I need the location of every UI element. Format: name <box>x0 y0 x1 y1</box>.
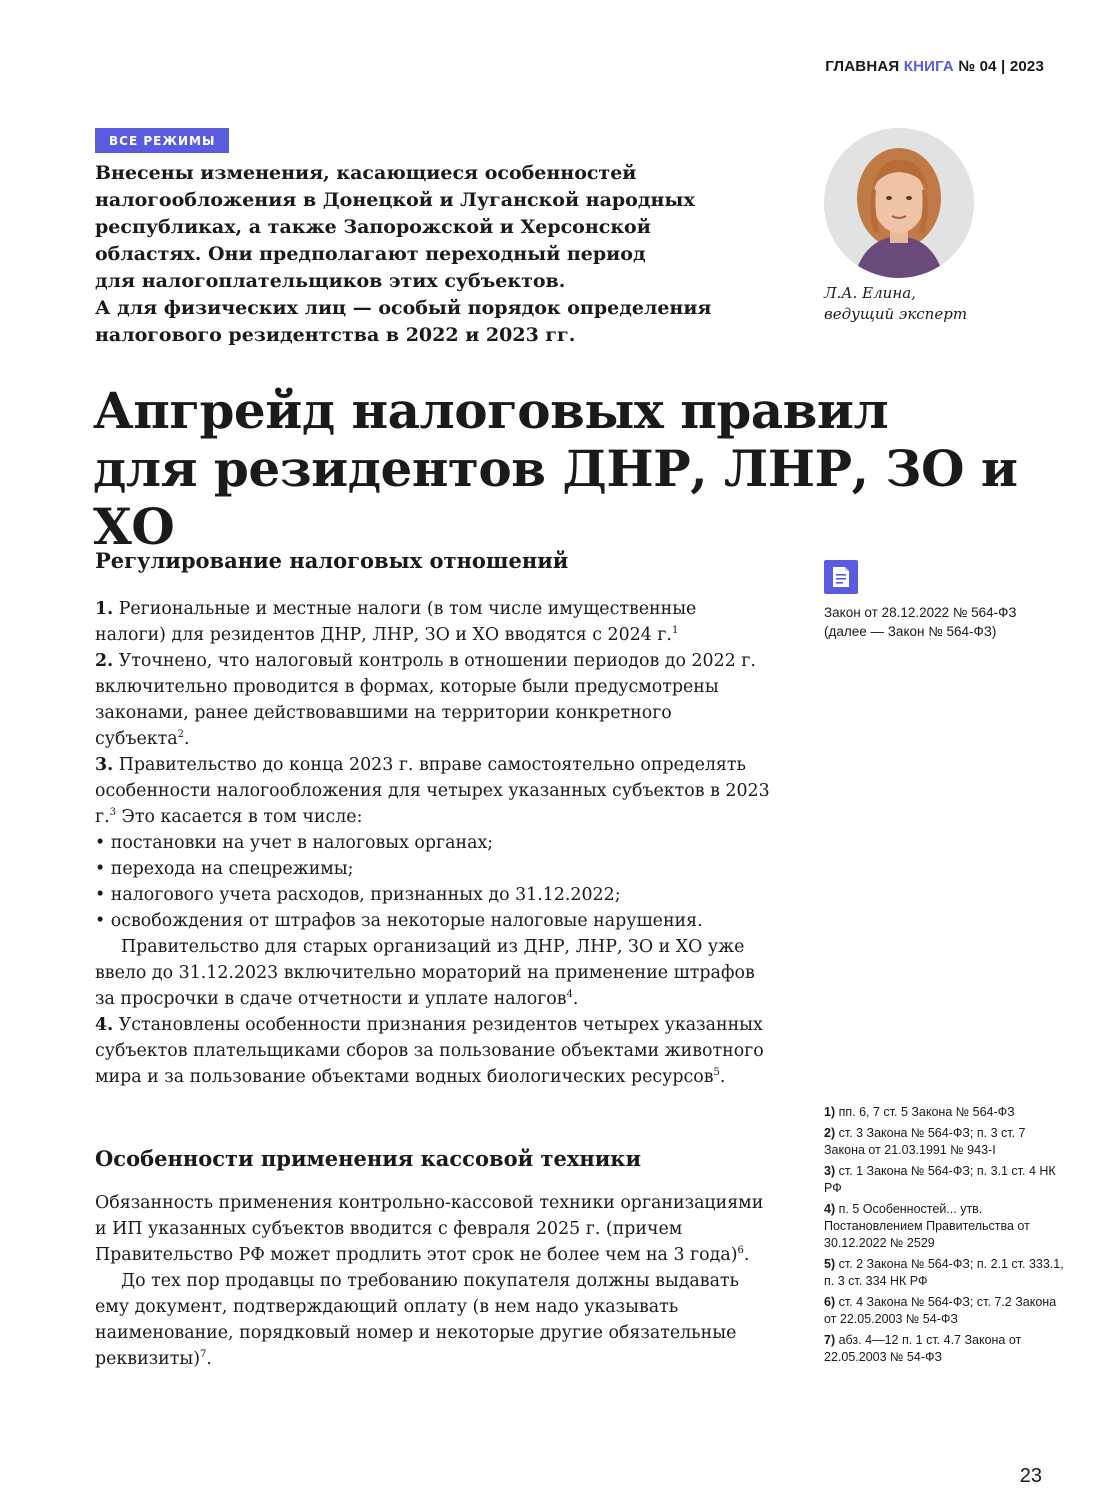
footnote-text: ст. 4 Закона № 564-ФЗ; ст. 7.2 Закона от 22.05.2003 № 54-ФЗ <box>824 1295 1057 1326</box>
footnotes-list <box>824 1104 1069 1370</box>
footnote-text: ст. 3 Закона № 564-ФЗ; п. 3 ст. 7 Закона от 21.03.1991 № 943-I <box>824 1126 1026 1157</box>
author-role: ведущий эксперт <box>824 305 968 323</box>
lead-line: Внесены изменения, касающиеся особенностей <box>95 162 637 184</box>
law-note-line: (далее — Закон № 564-ФЗ) <box>824 624 997 639</box>
paragraph-end: . <box>719 1067 726 1087</box>
footnote <box>824 1163 1069 1197</box>
footnote <box>824 1125 1069 1159</box>
magazine-header <box>825 58 1044 75</box>
section-heading-regulation: Регулирование налоговых отношений <box>95 548 569 573</box>
footnote-text: п. 5 Особенностей... утв. Постановлением Правительства от 30.12.2022 № 2529 <box>824 1202 1030 1250</box>
footnote-ref[interactable]: 3 <box>109 807 117 819</box>
paragraph-4 <box>95 1012 771 1090</box>
lead-line: областях. Они предполагают переходный период <box>95 243 646 265</box>
paragraph-end: . <box>184 729 190 749</box>
article-title <box>93 382 1053 556</box>
rubric-badge: ВСЕ РЕЖИМЫ <box>95 128 229 153</box>
footnote-ref[interactable]: 5 <box>713 1067 720 1079</box>
footnote-text: ст. 2 Закона № 564-ФЗ; п. 2.1 ст. 333.1, п. 3 ст. 334 НК РФ <box>824 1257 1064 1288</box>
title-line: Апгрейд налоговых правил <box>93 381 889 440</box>
author-photo <box>824 128 974 278</box>
paragraph-number: 1. <box>95 599 114 619</box>
paragraph-end: . <box>206 1349 212 1369</box>
paragraph-text: Региональные и местные налоги (в том числе имущественные налоги) для резидентов ДНР, ЛНР, ЗО и ХО вводятся с 2024 г. <box>95 599 697 645</box>
footnote-number: 4) <box>824 1202 836 1216</box>
paragraph-text: Обязанность применения контрольно-кассовой техники организациями и ИП указанных субъектов вводится с февраля 2025 г. (причем Правительство РФ может продлить этот срок не более чем на 3 года) <box>95 1193 764 1265</box>
paragraph-text: Установлены особенности признания резидентов четырех указанных субъектов плательщиками сборов за пользование объектами животного мира и за пользование объектами водных биологических ресурсов <box>95 1015 764 1087</box>
footnote-number: 2) <box>824 1126 836 1140</box>
paragraph-cash-2 <box>95 1268 771 1372</box>
law-reference-note <box>824 603 1017 641</box>
author-portrait-icon <box>824 128 974 278</box>
footnote <box>824 1104 1069 1121</box>
author-name: Л.А. Елина, <box>824 284 916 302</box>
section-body-regulation <box>95 596 771 1090</box>
paragraph-number: 4. <box>95 1015 114 1035</box>
document-icon <box>824 560 858 594</box>
bullet-item: • перехода на спецрежимы; <box>95 859 354 879</box>
footnote <box>824 1332 1069 1366</box>
section-heading-cash-registers: Особенности применения кассовой техники <box>95 1146 642 1171</box>
paragraph-text: Правительство до конца 2023 г. вправе самостоятельно определять особенности налогообложения для четырех указанных субъектов в 2023 г. <box>95 755 770 827</box>
lead-line: налогообложения в Донецкой и Луганской народных <box>95 189 695 211</box>
footnote-ref[interactable]: 6 <box>737 1245 744 1257</box>
paragraph-1 <box>95 596 771 648</box>
lead-line: для налогоплательщиков этих субъектов. <box>95 270 566 292</box>
footnote-text: абз. 4—12 п. 1 ст. 4.7 Закона от 22.05.2003 № 54-ФЗ <box>824 1333 1022 1364</box>
paragraph-end: . <box>743 1245 750 1265</box>
issue-number: № 04 | 2023 <box>958 58 1044 75</box>
paragraph-text: Уточнено, что налоговый контроль в отношении периодов до 2022 г. включительно проводится в формах, которые были предусмотрены законами, ранее действовавшими на территории конкретного субъекта <box>95 651 756 749</box>
bullet-item: • постановки на учет в налоговых органах; <box>95 833 494 853</box>
author-caption <box>824 283 967 325</box>
title-line: для резидентов ДНР, ЛНР, ЗО и ХО <box>93 439 1018 556</box>
bullet-item: • налогового учета расходов, признанных до 31.12.2022; <box>95 885 621 905</box>
footnote <box>824 1256 1069 1290</box>
paragraph-end: Это касается в том числе: <box>116 807 363 827</box>
section-body-cash-registers <box>95 1190 771 1372</box>
magazine-name-accent: КНИГА <box>903 58 954 75</box>
paragraph-government <box>95 934 771 1012</box>
footnote <box>824 1201 1069 1252</box>
footnote-number: 1) <box>824 1105 836 1119</box>
paragraph-number: 2. <box>95 651 114 671</box>
footnote-ref[interactable]: 1 <box>671 625 679 637</box>
footnote-number: 3) <box>824 1164 836 1178</box>
footnote-ref[interactable]: 4 <box>566 989 573 1001</box>
lead-line: республиках, а также Запорожской и Херсонской <box>95 216 651 238</box>
bullet-item: • освобождения от штрафов за некоторые налоговые нарушения. <box>95 911 703 931</box>
footnote-text: ст. 1 Закона № 564-ФЗ; п. 3.1 ст. 4 НК РФ <box>824 1164 1056 1195</box>
law-note-line: Закон от 28.12.2022 № 564-ФЗ <box>824 605 1017 620</box>
lead-line: налогового резидентства в 2022 и 2023 гг. <box>95 324 576 346</box>
paragraph-text: До тех пор продавцы по требованию покупателя должны выдавать ему документ, подтверждающий оплату (в нем надо указывать наименование, порядковый номер и некоторые другие обязательные реквизиты) <box>95 1271 740 1369</box>
footnote-text: пп. 6, 7 ст. 5 Закона № 564-ФЗ <box>835 1105 1015 1119</box>
paragraph-2 <box>95 648 771 752</box>
magazine-name: ГЛАВНАЯ <box>825 58 900 75</box>
paragraph-cash-1 <box>95 1190 771 1268</box>
footnote-number: 7) <box>824 1333 836 1347</box>
lead-paragraph <box>95 160 785 349</box>
footnote-number: 6) <box>824 1295 836 1309</box>
footnote-ref[interactable]: 2 <box>177 729 185 741</box>
paragraph-number: 3. <box>95 755 114 775</box>
page-number: 23 <box>1019 1465 1042 1487</box>
footnote-ref[interactable]: 7 <box>200 1349 207 1361</box>
footnote-number: 5) <box>824 1257 836 1271</box>
paragraph-3 <box>95 752 771 830</box>
paragraph-end: . <box>572 989 579 1009</box>
footnote <box>824 1294 1069 1328</box>
lead-line: А для физических лиц — особый порядок определения <box>95 297 712 319</box>
paragraph-text: Правительство для старых организаций из ДНР, ЛНР, ЗО и ХО уже ввело до 31.12.2023 включительно мораторий на применение штрафов за просрочки в сдаче отчетности и уплате налогов <box>95 937 755 1009</box>
